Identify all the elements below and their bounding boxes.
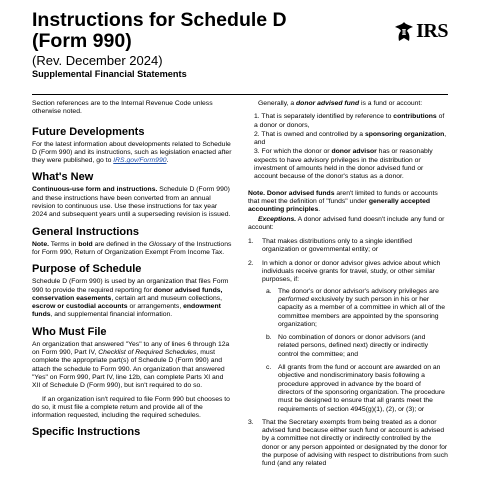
document-title: Instructions for Schedule D (Form 990) — [32, 9, 287, 52]
condition-3: 3. For which the donor or donor advisor has or reasonably expects to have advisory privileges in the distribution or investment of amounts held in the donor advised fund or account because of the donor's status as a donor. — [254, 148, 433, 181]
condition-1: 1. That is separately identified by reference to contributions of a donor or donors, — [254, 113, 445, 129]
future-developments-heading: Future Developments — [32, 125, 145, 138]
general-instructions-note: Note. Terms in bold are defined in the Glossary of the Instructions for Form 990, Return of Organization Exempt From Income Tax. — [32, 240, 232, 256]
logo-text: IRS — [416, 20, 448, 42]
eagle-icon — [394, 21, 414, 43]
whats-new-heading: What's New — [32, 171, 94, 184]
exceptions-text: Exceptions. A donor advised fund doesn't include any fund or account: — [248, 215, 445, 231]
purpose-text: Schedule D (Form 990) is used by an organization that files Form 990 to provide the required reporting for donor advised funds, conservation easements, certain art and museum collections, escrow or custodial accounts or arrangements, endowment funds, and supplemental financial information. — [32, 278, 229, 319]
intro-text: Section references are to the Internal Revenue Code unless otherwise noted. — [32, 100, 213, 116]
sub-list — [262, 288, 448, 414]
whats-new-text: Continuous-use form and instructions. Schedule D (Form 990) and these instructions have been converted from an annual revision to continuous use. Use these instructions for tax year 2024 and subsequent years until a superseding revision is issued. — [32, 186, 231, 219]
revision-date: (Rev. December 2024) — [32, 53, 163, 68]
list-item: 1. That makes distributions only to a single identified organization or governmental entity; or — [248, 238, 412, 254]
sub-list-item: c. All grants from the fund or account are awarded on an objective and nondiscriminatory basis following a procedure approved in advance by the board of directors of the sponsoring organization. The procedure must be designed to ensure that all grants meet the requirements of section 4945(g)(1), (2), or (3); or — [266, 364, 445, 413]
left-column — [32, 100, 232, 441]
who-must-file-heading: Who Must File — [32, 325, 107, 338]
header-divider — [32, 94, 448, 95]
daf-note: Note. Donor advised funds aren't limited to funds or accounts that meet the definition of "funds" under generally accepted accounting principles. — [248, 189, 438, 214]
list-item: 3. That the Secretary exempts from being treated as a donor advised fund because either such fund or account is advised by a committee not directly or indirectly controlled by the donor or any person appointed or designated by the donor for the purpose of advising with respect to distributions from such fund (and any related — [248, 418, 448, 468]
general-instructions-heading: General Instructions — [32, 225, 139, 238]
list-item: 2. In which a donor or donor advisor gives advice about which individuals receive grants for travel, study, or other similar purposes, if: a. The donor's or donor advisor's advisory privileges are performed exclusively by such person in his or her capacity as a member of a committee in which all of the committee members are appointed by the sponsoring organization; b. No combination of donors or donor advisors (and related persons, defined next) directly or indirectly control the committee; and c. All grants from the fund or account are awarded on an objective and nondiscriminatory basis following a procedure approved in advance by the board of directors of the sponsoring organization. The procedure must be designed to ensure that all grants meet the requirements of section 4945(g)(1), (2), or (3); or — [248, 260, 448, 414]
daf-definition: Generally, a donor advised fund is a fund or account: — [258, 100, 423, 107]
document-subtitle: Supplemental Financial Statements — [32, 69, 187, 79]
who-must-file-para2: If an organization isn't required to file Form 990 but chooses to do so, it must file a complete return and provide all of the information requested, including the required schedules. — [32, 395, 230, 420]
sub-list-item: b. No combination of donors or donor advisors (and related persons, defined next) directly or indirectly control the committee; and — [266, 334, 428, 358]
who-must-file-text: An organization that answered "Yes" to any of lines 6 through 12a on Form 990, Part IV, Checklist of Required Schedules, must complete the appropriate part(s) of Schedule D (Form 990) and attach the schedule to Form 990. An organization that answered "Yes" on Form 990, Part IV, line 12b, can complete Parts XI and XII of Schedule D (Form 990), but isn't required to do so. — [32, 340, 230, 390]
irs-form990-link[interactable]: IRS.gov/Form990 — [113, 157, 167, 165]
purpose-heading: Purpose of Schedule — [32, 263, 142, 276]
sub-list-item: a. The donor's or donor advisor's advisory privileges are performed exclusively by such person in his or her capacity as a member of a committee in which all of the committee members are appointed by the sponsoring organization; — [266, 287, 445, 328]
exceptions-list — [248, 238, 448, 468]
document-header — [32, 10, 448, 79]
specific-instructions-heading: Specific Instructions — [32, 426, 141, 439]
future-developments-text: For the latest information about developments related to Schedule D (Form 990) and its instructions, such as legislation enacted after they were published, go to IRS.gov/Form990. — [32, 140, 232, 165]
irs-logo — [394, 20, 448, 43]
right-column — [248, 100, 448, 474]
condition-2: 2. That is owned and controlled by a sponsoring organization, and — [254, 130, 447, 147]
